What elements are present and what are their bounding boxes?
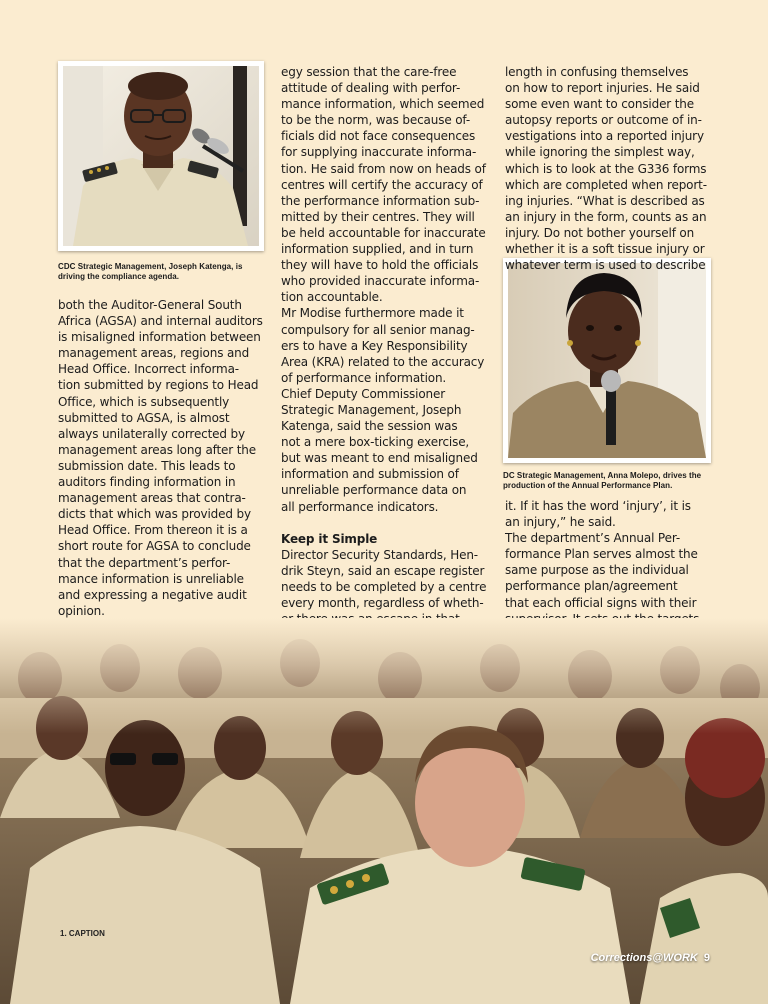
text-line: management areas that contra- <box>58 491 246 506</box>
text-line: mance information, which seemed <box>281 97 485 112</box>
text-line: that the department’s perfor- <box>58 555 231 570</box>
text-line: for supplying inaccurate informa- <box>281 145 477 160</box>
text-line: Head Office. From thereon it is a <box>58 523 248 538</box>
text-line: but was meant to end misaligned <box>281 451 478 466</box>
text-line: dicts that which was provided by <box>58 507 251 522</box>
text-line: short route for AGSA to conclude <box>58 539 251 554</box>
text-line: auditors finding information in <box>58 475 236 490</box>
text-line: Head Office. Incorrect informa- <box>58 362 239 377</box>
text-line: information supplied, and in turn <box>281 242 474 257</box>
article-column-2 <box>281 64 493 708</box>
text-line: attitude of dealing with perfor- <box>281 81 461 96</box>
photo-joseph-katenga <box>58 61 264 251</box>
text-line: formance Plan serves almost the <box>505 547 698 562</box>
text-line: that each official signs with their <box>505 595 697 610</box>
text-line: information and submission of <box>281 467 459 482</box>
text-line: ers to have a Key Responsibility <box>281 338 468 353</box>
text-line: The department’s Annual Per- <box>505 531 681 546</box>
text-line: some even want to consider the <box>505 97 694 112</box>
text-line: performance plan/agreement <box>505 579 678 594</box>
text-line: same purpose as the individual <box>505 563 689 578</box>
text-line: autopsy reports or outcome of in- <box>505 113 702 128</box>
text-line: tion accountable. <box>281 290 383 305</box>
text-line: and expressing a negative audit <box>58 587 247 602</box>
text-line: which is to look at the G336 forms <box>505 161 707 176</box>
text-line: Strategic Management, Joseph <box>281 402 462 417</box>
text-line: which are completed when report- <box>505 177 707 192</box>
text-line: ficials did not face consequences <box>281 129 476 144</box>
molepo-photo-caption: DC Strategic Management, Anna Molepo, drives the production of the Annual Performance Plan. <box>503 471 702 490</box>
text-line: compulsory for all senior manag- <box>281 322 475 337</box>
magazine-brand: Corrections@WORK <box>590 952 698 964</box>
text-line: submission date. This leads to <box>58 458 236 473</box>
text-line: ing injuries. “What is described as <box>505 193 705 208</box>
text-line: whether it is a soft tissue injury or <box>505 242 705 257</box>
text-line: is misaligned information between <box>58 330 261 345</box>
audience-photo <box>0 618 768 1004</box>
text-line: not a mere box-ticking exercise, <box>281 435 470 450</box>
page-number: 9 <box>703 952 710 964</box>
article-column-3-top <box>505 64 717 273</box>
text-line: always unilaterally corrected by <box>58 426 245 441</box>
text-line: both the Auditor-General South <box>58 298 242 312</box>
text-line: mitted by their centres. They will <box>281 209 475 224</box>
katenga-photo-caption: CDC Strategic Management, Joseph Katenga, is driving the compliance agenda. <box>58 262 243 281</box>
text-line: needs to be completed by a centre <box>281 579 487 594</box>
text-line: centres will certify the accuracy of <box>281 177 483 192</box>
text-line: they will have to hold the officials <box>281 258 479 273</box>
text-line: Director Security Standards, Hen- <box>281 547 478 562</box>
text-line: drik Steyn, said an escape register <box>281 563 485 578</box>
text-line: while ignoring the simplest way, <box>505 145 695 160</box>
text-line: vestigations into a reported injury <box>505 129 704 144</box>
text-line: opinion. <box>58 603 105 618</box>
text-line: the performance information sub- <box>281 193 480 208</box>
text-line: an injury in the form, counts as an <box>505 209 707 224</box>
text-line: Area (KRA) related to the accuracy <box>281 354 485 369</box>
photo-anna-molepo <box>503 258 711 463</box>
text-line: length in confusing themselves <box>505 65 689 79</box>
text-line: unreliable performance data on <box>281 483 467 498</box>
text-line: on how to report injuries. He said <box>505 81 700 96</box>
text-line: to be the norm, was because of- <box>281 113 471 128</box>
text-line: Africa (AGSA) and internal auditors <box>58 314 263 329</box>
text-line: management areas long after the <box>58 442 256 457</box>
text-line: tion. He said from now on heads of <box>281 161 486 176</box>
text-line: whatever term is used to describe <box>505 258 706 273</box>
section-heading-keep-it-simple: Keep it Simple <box>281 531 378 546</box>
katenga-portrait-image <box>63 66 259 246</box>
text-line: it. If it has the word ‘injury’, it is <box>505 499 691 513</box>
text-line: Mr Modise furthermore made it <box>281 306 464 321</box>
text-line: submitted to AGSA, is almost <box>58 410 230 425</box>
text-line: Chief Deputy Commissioner <box>281 386 445 401</box>
text-line: an injury,” he said. <box>505 515 616 530</box>
text-line: tion submitted by regions to Head <box>58 378 259 393</box>
text-line: be held accountable for inaccurate <box>281 225 486 240</box>
page-footer <box>591 952 710 964</box>
molepo-portrait-image <box>508 263 706 458</box>
text-line: who provided inaccurate informa- <box>281 274 480 289</box>
audience-photo-image <box>0 618 768 1004</box>
text-line: all performance indicators. <box>281 499 439 514</box>
photo-label: 1. CAPTION <box>60 929 105 938</box>
text-line: Office, which is subsequently <box>58 394 230 409</box>
text-line: management areas, regions and <box>58 346 250 361</box>
text-line: Katenga, said the session was <box>281 419 458 434</box>
text-line: every month, regardless of wheth- <box>281 596 484 610</box>
text-line: of performance information. <box>281 370 447 385</box>
text-line: egy session that the care-free <box>281 65 457 79</box>
text-line: injury. Do not bother yourself on <box>505 225 695 240</box>
text-line: mance information is unreliable <box>58 571 244 586</box>
